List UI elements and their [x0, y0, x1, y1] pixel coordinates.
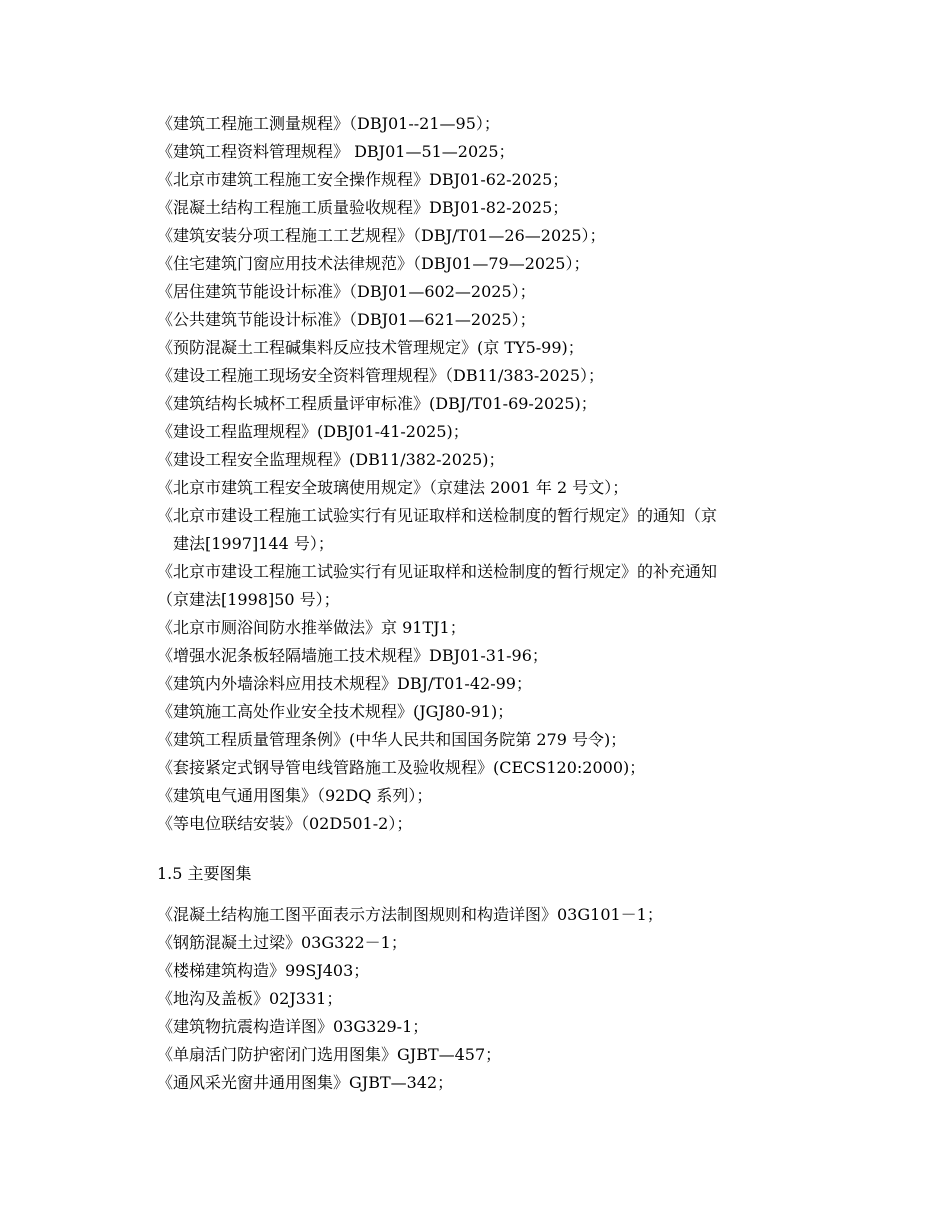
standard-item: 《建筑施工高处作业安全技术规程》(JGJ80-91)；: [157, 702, 514, 721]
standard-item: 《北京市建筑工程安全玻璃使用规定》（京建法 2001 年 2 号文）；: [157, 478, 629, 497]
atlas-item: 《钢筋混凝土过梁》03G322－1；: [157, 933, 407, 952]
atlas-item: 《通风采光窗井通用图集》GJBT—342；: [157, 1073, 454, 1092]
atlas-item: 《楼梯建筑构造》99SJ403；: [157, 961, 370, 980]
standard-item-wrapped: [157, 502, 837, 558]
atlas-item: 《混凝土结构施工图平面表示方法制图规则和构造详图》03G101－1；: [157, 905, 663, 924]
atlas-list: [157, 901, 837, 1097]
standard-item-continuation: 建法[1997]144 号）；: [173, 534, 334, 553]
standard-item: 《建筑工程资料管理规程》 DBJ01—51—2025；: [157, 142, 515, 161]
standard-item: 《北京市建筑工程施工安全操作规程》DBJ01-62-2025；: [157, 170, 569, 189]
standard-item: 《北京市厕浴间防水推举做法》京 91TJ1；: [157, 618, 466, 637]
standard-item-continuation: （京建法[1998]50 号）；: [157, 590, 340, 609]
standards-list: [157, 110, 837, 838]
standard-item: 《建筑工程质量管理条例》(中华人民共和国国务院第 279 号令)；: [157, 730, 627, 749]
standard-item: 《混凝土结构工程施工质量验收规程》DBJ01-82-2025；: [157, 198, 569, 217]
standard-item: 《增强水泥条板轻隔墙施工技术规程》DBJ01-31-96；: [157, 646, 548, 665]
standard-item: 《建筑工程施工测量规程》（DBJ01--21—95）；: [157, 114, 500, 133]
standard-item-line: 《北京市建设工程施工试验实行有见证取样和送检制度的暂行规定》的补充通知: [157, 562, 718, 581]
standard-item: 《建筑结构长城杯工程质量评审标准》(DBJ/T01-69-2025)；: [157, 394, 597, 413]
standard-item: 《建筑安装分项工程施工工艺规程》（DBJ/T01—26—2025）；: [157, 226, 606, 245]
standard-item: 《住宅建筑门窗应用技术法律规范》（DBJ01—79—2025）；: [157, 254, 590, 273]
section-heading: 1.5 主要图集: [157, 864, 252, 883]
standard-item-wrapped: [157, 558, 837, 614]
standard-item: 《居住建筑节能设计标准》（DBJ01—602—2025）；: [157, 282, 536, 301]
standard-item: 《等电位联结安装》（02D501-2）；: [157, 814, 413, 833]
standard-item: 《建筑电气通用图集》（92DQ 系列）；: [157, 786, 433, 805]
standard-item: 《套接紧定式钢导管电线管路施工及验收规程》(CECS120:2000)；: [157, 758, 646, 777]
standard-item: 《建筑内外墙涂料应用技术规程》DBJ/T01-42-99；: [157, 674, 532, 693]
standard-item-line: 《北京市建设工程施工试验实行有见证取样和送检制度的暂行规定》的通知（京: [157, 506, 718, 525]
standard-item: 《建设工程监理规程》(DBJ01-41-2025)；: [157, 422, 469, 441]
standard-item: 《预防混凝土工程碱集料反应技术管理规定》(京 TY5-99)；: [157, 338, 584, 357]
atlas-item: 《地沟及盖板》02J331；: [157, 989, 343, 1008]
document-body: [157, 110, 837, 1097]
atlas-item: 《建筑物抗震构造详图》03G329-1；: [157, 1017, 429, 1036]
standard-item: 《建设工程安全监理规程》(DB11/382-2025)；: [157, 450, 505, 469]
standard-item: 《建设工程施工现场安全资料管理规程》（DB11/383-2025）；: [157, 366, 605, 385]
atlas-item: 《单扇活门防护密闭门选用图集》GJBT—457；: [157, 1045, 502, 1064]
standard-item: 《公共建筑节能设计标准》（DBJ01—621—2025）；: [157, 310, 536, 329]
